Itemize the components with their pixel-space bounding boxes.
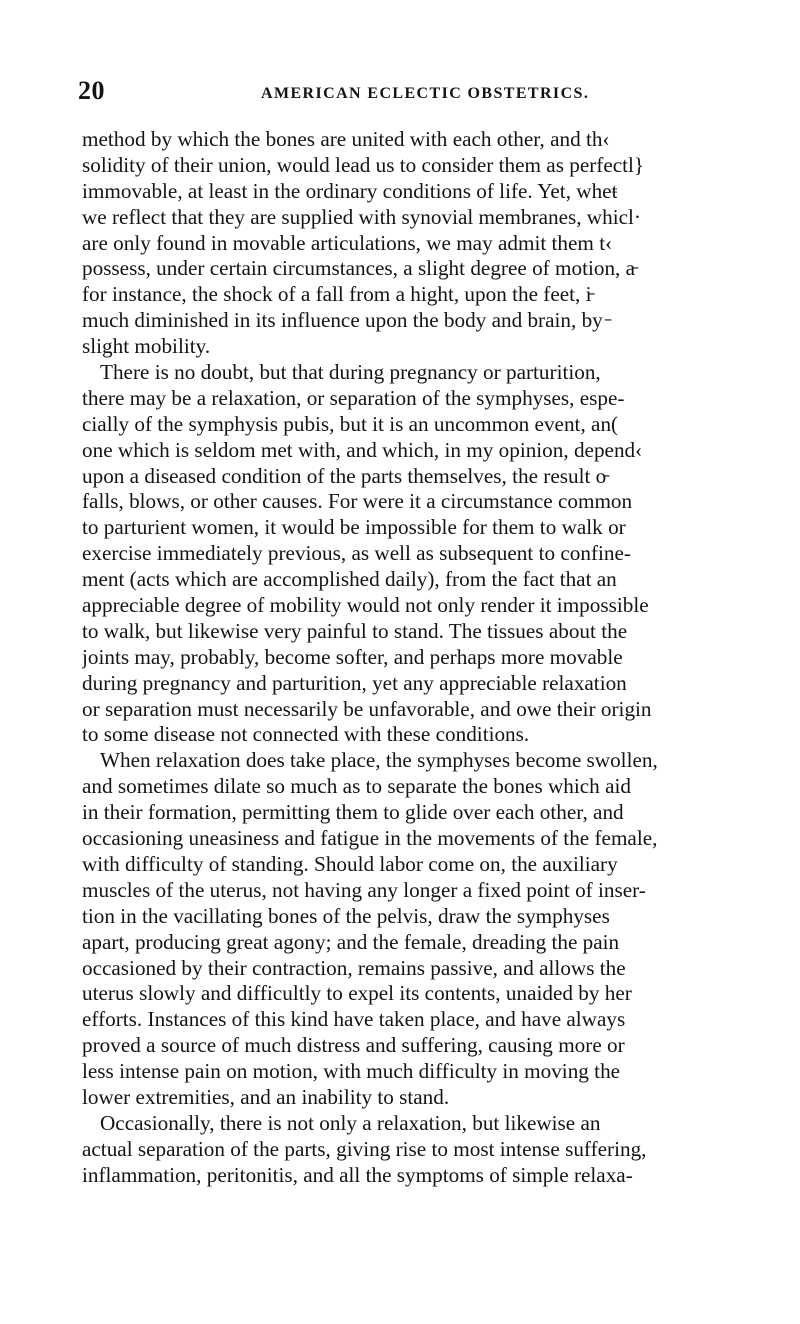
text-line: actual separation of the parts, giving rise to most intense suffering, xyxy=(82,1136,647,1161)
text-line: occasioning uneasiness and fatigue in the movements of the female, xyxy=(82,826,658,851)
text-line: method by which the bones are united with each other, and th‹ xyxy=(82,127,610,151)
text-line: there may be a relaxation, or separation of the symphyses, espe- xyxy=(82,385,625,410)
text-line: uterus slowly and difficultly to expel its contents, unaided by her xyxy=(82,981,632,1006)
text-line: apart, producing great agony; and the female, dreading the pain xyxy=(82,929,620,954)
running-head: AMERICAN ECLECTIC OBSTETRICS. xyxy=(261,85,590,102)
text-line: to some disease not connected with these conditions. xyxy=(82,722,530,747)
text-line: we reflect that they are supplied with synovial membranes, whicl· xyxy=(82,204,641,229)
text-line: occasioned by their contraction, remains passive, and allows the xyxy=(82,955,626,980)
text-line: during pregnancy and parturition, yet any appreciable relaxation xyxy=(82,670,627,695)
text-line: much diminished in its influence upon the body and brain, by ̵ xyxy=(82,308,609,333)
text-line: or separation must necessarily be unfavorable, and owe their origin xyxy=(82,696,652,721)
text-line: joints may, probably, become softer, and perhaps more movable xyxy=(82,644,623,669)
text-line: tion in the vacillating bones of the pelvis, draw the symphyses xyxy=(82,903,610,928)
text-line: and sometimes dilate so much as to separate the bones which aid xyxy=(82,774,631,799)
text-line: cially of the symphysis pubis, but it is an uncommon event, an( xyxy=(82,411,619,436)
text-line: exercise immediately previous, as well as subsequent to confine- xyxy=(82,541,631,566)
text-line: immovable, at least in the ordinary conditions of life. Yet, wheŧ xyxy=(82,178,618,203)
text-line: upon a diseased condition of the parts themselves, the result o̵ xyxy=(82,463,607,488)
text-line: one which is seldom met with, and which, in my opinion, depend‹ xyxy=(82,437,643,462)
text-line: muscles of the uterus, not having any longer a fixed point of inser- xyxy=(82,877,646,902)
text-line: Occasionally, there is not only a relaxation, but likewise an xyxy=(100,1110,601,1135)
text-line: less intense pain on motion, with much difficulty in moving the xyxy=(82,1059,621,1084)
text-line: for instance, the shock of a fall from a hight, upon the feet, i̵ xyxy=(82,282,592,307)
text-line: to walk, but likewise very painful to stand. The tissues about the xyxy=(82,618,628,643)
body-text xyxy=(82,127,792,1189)
text-line: inflammation, peritonitis, and all the symptoms of simple relaxa- xyxy=(82,1162,633,1187)
text-line: When relaxation does take place, the symphyses become swollen, xyxy=(100,748,658,773)
text-line: slight mobility. xyxy=(82,334,211,359)
page-header xyxy=(78,76,788,106)
text-line: falls, blows, or other causes. For were it a circumstance common xyxy=(82,489,633,514)
page-number: 20 xyxy=(78,76,105,105)
text-line: in their formation, permitting them to glide over each other, and xyxy=(82,800,624,825)
text-line: lower extremities, and an inability to stand. xyxy=(82,1084,450,1109)
text-line: to parturient women, it would be impossible for them to walk or xyxy=(82,515,626,540)
text-line: are only found in movable articulations, we may admit them t‹ xyxy=(82,230,613,255)
text-line: proved a source of much distress and suffering, causing more or xyxy=(82,1033,625,1058)
text-line: There is no doubt, but that during pregnancy or parturition, xyxy=(100,360,601,385)
text-line: with difficulty of standing. Should labor come on, the auxiliary xyxy=(82,851,618,876)
text-line: ment (acts which are accomplished daily), from the fact that an xyxy=(82,567,617,592)
text-line: possess, under certain circumstances, a slight degree of motion, a̵ xyxy=(82,256,636,281)
text-line: efforts. Instances of this kind have taken place, and have always xyxy=(82,1007,626,1032)
text-line: solidity of their union, would lead us to consider them as perfectl} xyxy=(82,152,645,177)
text-line: appreciable degree of mobility would not only render it impossible xyxy=(82,593,649,618)
